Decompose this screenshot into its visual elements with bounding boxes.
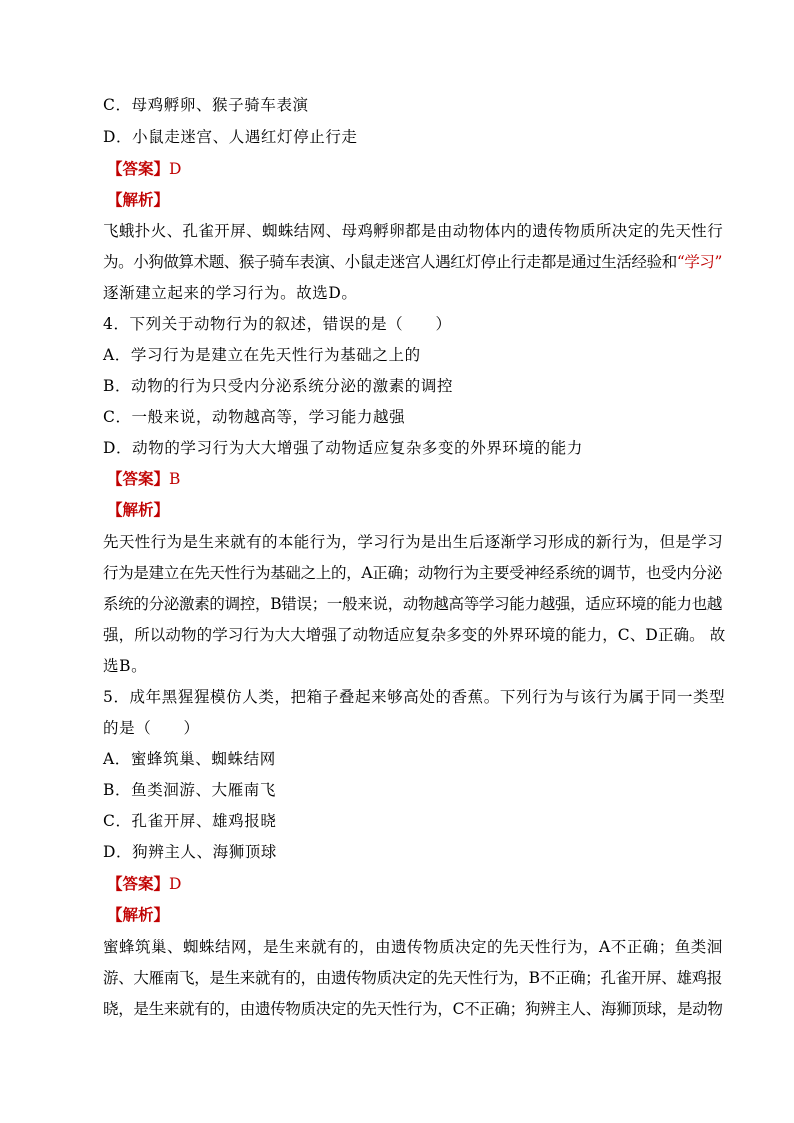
- q3-option-d: D．小鼠走迷宫、人遇红灯停止行走: [103, 128, 358, 146]
- q4-stem: 4．下列关于动物行为的叙述，错误的是（ ）: [103, 315, 452, 333]
- q5-stem-line-2: 的是（ ）: [103, 719, 200, 737]
- q5-answer-label: 答案: [122, 874, 154, 893]
- q5-answer-open: 【: [107, 874, 123, 893]
- q4-option-a: A．学习行为是建立在先天性行为基础之上的: [103, 346, 421, 364]
- q4-analysis-line-1: 先天性行为是生来就有的本能行为，学习行为是出生后逐渐学习形成的新行为，但是学习: [103, 533, 724, 551]
- q3-analysis-line-2-text: 为。小狗做算术题、猴子骑车表演、小鼠走迷宫人遇红灯停止行走都是通过生活经验和: [103, 253, 677, 271]
- q5-option-d: D．狗辨主人、海狮顶球: [103, 843, 278, 861]
- q4-answer: [107, 469, 180, 489]
- q3-analysis-highlight: “学习”: [676, 253, 723, 271]
- q5-option-c: C．孔雀开屏、雄鸡报晓: [103, 812, 277, 830]
- q5-analysis-close: 】: [153, 905, 170, 924]
- q3-analysis-line-1: 飞蛾扑火、孔雀开屏、蜘蛛结网、母鸡孵卵都是由动物体内的遗传物质所决定的先天性行: [103, 222, 724, 240]
- q5-option-b: B．鱼类洄游、大雁南飞: [103, 781, 276, 799]
- q5-analysis-line-1: 蜜蜂筑巢、蜘蛛结网，是生来就有的，由遗传物质决定的先天性行为，A不正确；鱼类洄: [103, 938, 723, 956]
- q3-option-c: C．母鸡孵卵、猴子骑车表演: [103, 96, 309, 114]
- q5-analysis-heading: [107, 905, 169, 925]
- q3-answer-close: 】: [153, 159, 170, 178]
- q4-analysis-line-2: 行为是建立在先天性行为基础之上的，A正确；动物行为主要受神经系统的调节，也受内分泌: [103, 564, 722, 582]
- q5-answer: [107, 874, 181, 894]
- q4-analysis-line-3: 系统的分泌激素的调控，B错误；一般来说，动物越高等学习能力越强，适应环境的能力也越: [103, 595, 723, 613]
- q3-answer-open: 【: [107, 159, 123, 178]
- q3-analysis-open: 【: [107, 190, 123, 209]
- q5-stem-line-1: 5．成年黑猩猩模仿人类，把箱子叠起来够高处的香蕉。下列行为与该行为属于同一类型: [103, 688, 726, 706]
- q4-analysis-line-5: 选B。: [103, 657, 148, 675]
- q4-analysis-open: 【: [107, 500, 123, 519]
- q4-option-d: D．动物的学习行为大大增强了动物适应复杂多变的外界环境的能力: [103, 439, 583, 457]
- q4-analysis-label: 解析: [122, 500, 154, 519]
- q3-answer-value: D: [169, 160, 182, 178]
- q3-analysis-label: 解析: [122, 190, 154, 209]
- q4-answer-value: B: [169, 470, 181, 488]
- q4-answer-open: 【: [107, 469, 123, 488]
- q3-answer: [107, 159, 181, 179]
- q5-answer-close: 】: [153, 874, 170, 893]
- q4-option-c: C．一般来说，动物越高等，学习能力越强: [103, 408, 406, 426]
- q4-analysis-close: 】: [153, 500, 170, 519]
- q3-analysis-line-3: 逐渐建立起来的学习行为。故选D。: [103, 284, 358, 302]
- q4-option-b: B．动物的行为只受内分泌系统分泌的激素的调控: [103, 377, 454, 395]
- q4-analysis-heading: [107, 500, 169, 520]
- q5-analysis-line-2: 游、大雁南飞，是生来就有的，由遗传物质决定的先天性行为，B不正确；孔雀开屏、雄鸡报: [103, 969, 723, 987]
- q4-answer-label: 答案: [122, 469, 154, 488]
- q5-analysis-line-3: 晓，是生来就有的，由遗传物质决定的先天性行为，C不正确；狗辨主人、海狮顶球，是动物: [103, 1000, 723, 1018]
- q3-answer-label: 答案: [122, 159, 154, 178]
- q5-analysis-label: 解析: [122, 905, 154, 924]
- q5-answer-value: D: [169, 875, 182, 893]
- q3-analysis-close: 】: [153, 190, 170, 209]
- q3-analysis-line-2: [103, 252, 723, 272]
- q4-answer-close: 】: [153, 469, 170, 488]
- q3-analysis-heading: [107, 190, 169, 210]
- q5-analysis-open: 【: [107, 905, 123, 924]
- q4-analysis-line-4: 强，所以动物的学习行为大大增强了动物适应复杂多变的外界环境的能力，C、D正确。 故: [103, 626, 726, 644]
- q5-option-a: A．蜜蜂筑巢、蜘蛛结网: [103, 750, 276, 768]
